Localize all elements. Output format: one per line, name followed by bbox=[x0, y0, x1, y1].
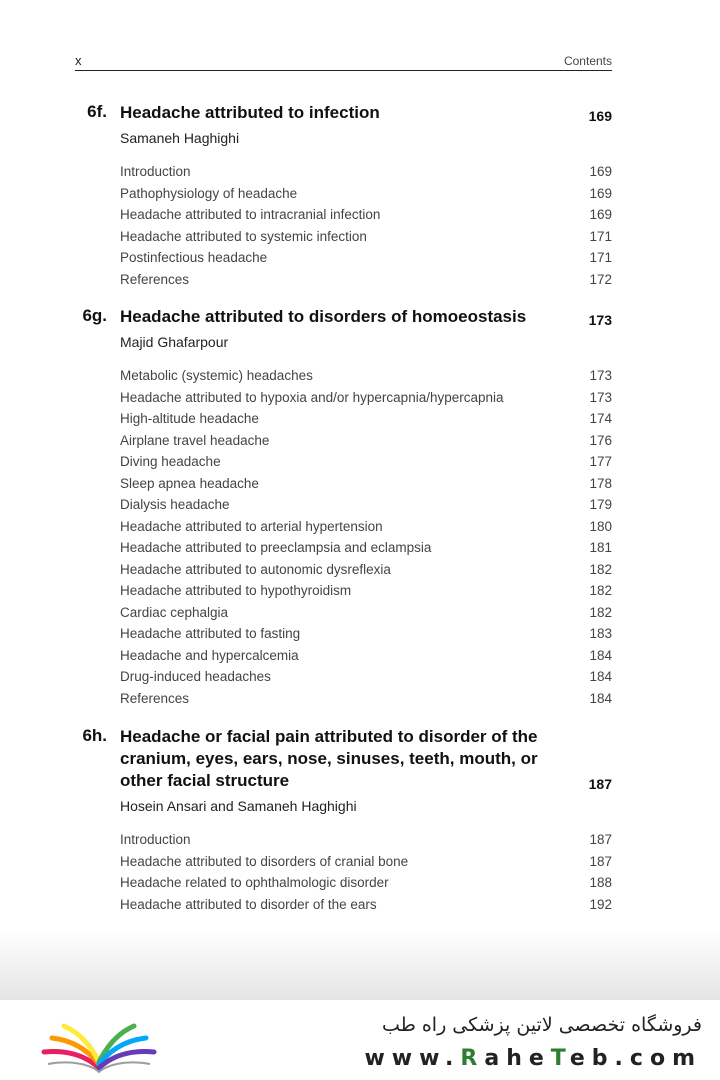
chapter-author: Hosein Ansari and Samaneh Haghighi bbox=[120, 798, 357, 814]
toc-entry[interactable] bbox=[75, 365, 612, 387]
toc-entry-page: 187 bbox=[589, 853, 612, 869]
toc-entry-label: Headache attributed to disorders of cranial bone bbox=[120, 853, 409, 869]
toc-entry[interactable] bbox=[75, 559, 612, 581]
toc-entry[interactable] bbox=[75, 894, 612, 916]
toc-entry-label: Cardiac cephalgia bbox=[120, 604, 229, 620]
toc-entry[interactable] bbox=[75, 645, 612, 667]
toc-entry-label: Metabolic (systemic) headaches bbox=[120, 368, 313, 383]
toc-entry-label: References bbox=[120, 690, 190, 706]
chapter-number: 6g. bbox=[82, 306, 107, 325]
toc-entry[interactable] bbox=[75, 580, 612, 602]
toc-entry-label: Drug-induced headaches bbox=[120, 669, 271, 684]
toc-entry-label: Sleep apnea headache bbox=[120, 475, 259, 491]
running-title: Contents bbox=[563, 54, 612, 68]
toc-entry-page: 171 bbox=[589, 250, 612, 265]
toc-entry-page: 173 bbox=[589, 368, 612, 383]
toc-entry-label: Headache attributed to systemic infection bbox=[120, 228, 367, 244]
toc-entry[interactable] bbox=[75, 473, 612, 495]
toc-entry[interactable] bbox=[75, 666, 612, 688]
toc-entry[interactable] bbox=[75, 494, 612, 516]
toc-entry-page: 178 bbox=[589, 475, 612, 491]
toc-entry-page: 174 bbox=[589, 411, 612, 426]
open-book-logo-icon bbox=[40, 1014, 158, 1074]
toc-entry[interactable] bbox=[75, 451, 612, 473]
section-list bbox=[75, 829, 612, 915]
toc-entry-label: Headache attributed to intracranial infection bbox=[120, 207, 381, 222]
toc-entry-label: Headache attributed to fasting bbox=[120, 626, 301, 641]
page-folio: x bbox=[75, 53, 82, 68]
chapter-number: 6h. bbox=[82, 726, 107, 745]
toc-entry-label: Dialysis headache bbox=[120, 497, 230, 512]
store-title: فروشگاه تخصصی لاتین پزشکی راه طب bbox=[382, 1014, 702, 1036]
chapter-author: Samaneh Haghighi bbox=[120, 130, 240, 146]
toc-entry-label: Headache related to ophthalmologic disorder bbox=[120, 875, 389, 890]
toc-entry-label: References bbox=[120, 271, 190, 287]
toc-entry[interactable] bbox=[75, 183, 612, 205]
chapter-6g bbox=[75, 306, 612, 709]
toc-entry-page: 187 bbox=[589, 832, 612, 847]
toc-entry[interactable] bbox=[75, 387, 612, 409]
chapter-page: 173 bbox=[588, 312, 612, 328]
toc-entry-label: Headache attributed to hypoxia and/or hypercapnia/hypercapnia bbox=[120, 389, 504, 405]
toc-entry-page: 183 bbox=[589, 626, 612, 641]
page-bottom-shadow bbox=[0, 930, 720, 1002]
chapter-title: Headache attributed to disorders of homoeostasis bbox=[120, 307, 527, 326]
toc-entry[interactable] bbox=[75, 430, 612, 452]
chapter-page: 169 bbox=[588, 108, 612, 124]
toc-entry-page: 169 bbox=[589, 185, 612, 201]
toc-entry-label: Headache attributed to hypothyroidism bbox=[120, 583, 352, 598]
toc-entry-label: Headache attributed to arterial hypertension bbox=[120, 518, 383, 534]
toc-entry[interactable] bbox=[75, 516, 612, 538]
page-header bbox=[75, 52, 612, 71]
toc-entry-page: 169 bbox=[589, 164, 612, 179]
toc-entry-page: 184 bbox=[589, 647, 612, 663]
toc-entry-page: 182 bbox=[589, 604, 612, 620]
toc-entry-label: High-altitude headache bbox=[120, 411, 259, 426]
store-banner bbox=[0, 1000, 720, 1080]
toc-entry[interactable] bbox=[75, 851, 612, 873]
chapter-title: Headache attributed to infection bbox=[120, 103, 380, 122]
toc-entry[interactable] bbox=[75, 269, 612, 291]
toc-entry-page: 171 bbox=[589, 228, 612, 244]
toc-entry-page: 180 bbox=[589, 518, 612, 534]
toc-entry-label: Headache attributed to preeclampsia and eclampsia bbox=[120, 540, 432, 555]
chapter-6h bbox=[75, 726, 612, 915]
toc-entry[interactable] bbox=[75, 204, 612, 226]
toc-entry-label: Airplane travel headache bbox=[120, 432, 270, 448]
toc-entry-page: 182 bbox=[589, 583, 612, 598]
toc-entry-page: 176 bbox=[589, 432, 612, 448]
toc-entry[interactable] bbox=[75, 161, 612, 183]
chapter-title: Headache or facial pain attributed to disorder of the cranium, eyes, ears, nose, sinuses, teeth, mouth, or other facial structure bbox=[120, 727, 538, 790]
toc-entry-page: 173 bbox=[589, 389, 612, 405]
toc-entry-label: Introduction bbox=[120, 832, 191, 847]
toc-entry-page: 172 bbox=[589, 271, 612, 287]
toc-entry[interactable] bbox=[75, 408, 612, 430]
toc-entry-label: Postinfectious headache bbox=[120, 250, 268, 265]
toc-entry[interactable] bbox=[75, 537, 612, 559]
toc-entry-page: 192 bbox=[589, 896, 612, 912]
toc-entry-page: 179 bbox=[589, 497, 612, 512]
toc-entry[interactable] bbox=[75, 872, 612, 894]
section-list bbox=[75, 365, 612, 709]
toc-entry-label: Diving headache bbox=[120, 454, 221, 469]
toc-entry-page: 169 bbox=[589, 207, 612, 222]
toc-entry[interactable] bbox=[75, 247, 612, 269]
toc-entry-label: Headache attributed to autonomic dysreflexia bbox=[120, 561, 391, 577]
toc-entry[interactable] bbox=[75, 226, 612, 248]
toc-entry[interactable] bbox=[75, 623, 612, 645]
chapter-6f bbox=[75, 102, 612, 290]
toc-entry-page: 177 bbox=[589, 454, 612, 469]
toc-entry-page: 184 bbox=[589, 690, 612, 706]
toc-entry-page: 188 bbox=[589, 875, 612, 890]
toc-entry-label: Headache and hypercalcemia bbox=[120, 647, 299, 663]
store-website[interactable]: www.RaheTeb.com bbox=[364, 1046, 702, 1071]
toc-entry-page: 184 bbox=[589, 669, 612, 684]
chapter-number: 6f. bbox=[87, 102, 107, 121]
toc-entry-label: Headache attributed to disorder of the ears bbox=[120, 896, 377, 912]
chapter-page: 187 bbox=[588, 776, 612, 792]
toc-entry-page: 182 bbox=[589, 561, 612, 577]
toc-entry[interactable] bbox=[75, 829, 612, 851]
toc-entry-label: Pathophysiology of headache bbox=[120, 185, 298, 201]
section-list bbox=[75, 161, 612, 290]
toc-entry-page: 181 bbox=[589, 540, 612, 555]
toc-entry-label: Introduction bbox=[120, 164, 191, 179]
toc-entry[interactable] bbox=[75, 688, 612, 710]
chapter-author: Majid Ghafarpour bbox=[120, 334, 229, 350]
toc-entry[interactable] bbox=[75, 602, 612, 624]
